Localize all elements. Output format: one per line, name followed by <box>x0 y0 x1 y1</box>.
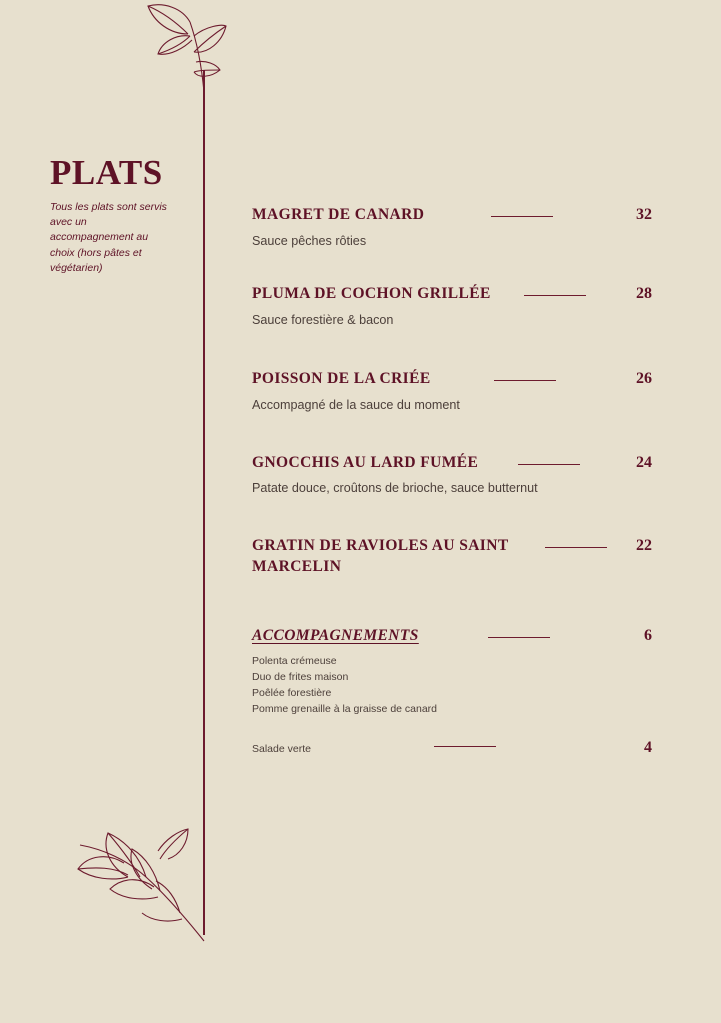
botanical-bottom-icon <box>62 805 222 945</box>
price-dash <box>524 295 586 296</box>
sides-section <box>252 626 652 719</box>
side-item: Poêlée forestière <box>252 687 332 700</box>
price-dash <box>494 380 556 381</box>
menu-item-price: 32 <box>635 206 652 223</box>
extra-side-name: Salade verte <box>252 743 311 756</box>
menu-item <box>252 369 652 414</box>
spacer <box>252 578 652 626</box>
page-title: PLATS <box>50 153 163 192</box>
menu-item-name: POISSON DE LA CRIÉE <box>252 370 431 388</box>
sides-list <box>252 654 652 718</box>
menu-item-head <box>252 536 652 578</box>
menu-item-name: GRATIN DE RAVIOLES AU SAINT MARCELIN <box>252 536 509 575</box>
price-dash <box>434 746 496 747</box>
menu-item-price: 24 <box>636 453 652 471</box>
spacer <box>252 498 652 536</box>
side-item: Duo de frites maison <box>252 671 349 684</box>
menu-item <box>252 536 652 578</box>
spacer <box>252 415 652 453</box>
menu-item-description: Sauce pêches rôties <box>252 233 367 248</box>
side-item: Polenta crémeuse <box>252 655 337 668</box>
menu-note: Tous les plats sont servis avec un accompagnement au choix (hors pâtes et végétarien) <box>50 201 167 274</box>
menu-item-name: MAGRET DE CANARD <box>252 206 425 223</box>
spacer <box>252 329 652 369</box>
menu-item <box>252 205 652 250</box>
menu-item-description: Accompagné de la sauce du moment <box>252 398 460 413</box>
spacer <box>252 718 652 738</box>
price-dash <box>491 216 553 217</box>
extra-side-price: 4 <box>644 739 652 757</box>
side-item: Pomme grenaille à la graisse de canard <box>252 703 438 716</box>
extra-side-row <box>252 738 652 759</box>
menu-heading-block <box>50 155 190 276</box>
menu-item-head <box>252 369 652 390</box>
botanical-top-icon <box>118 0 228 105</box>
sides-title: ACCOMPAGNEMENTS <box>252 626 419 644</box>
menu-item-head <box>252 453 652 474</box>
sides-price: 6 <box>644 626 652 644</box>
spacer <box>252 250 652 284</box>
menu-item-head <box>252 284 652 305</box>
menu-item-price: 28 <box>636 285 652 303</box>
menu-item-price: 26 <box>635 370 652 388</box>
menu-list <box>252 205 652 759</box>
menu-item <box>252 284 652 329</box>
menu-item-name: PLUMA DE COCHON GRILLÉE <box>252 285 491 303</box>
menu-item-price: 22 <box>636 536 652 554</box>
price-dash <box>488 637 550 638</box>
sides-head <box>252 626 652 647</box>
menu-item <box>252 453 652 498</box>
price-dash <box>545 547 607 548</box>
menu-item-head <box>252 205 652 226</box>
menu-item-description: Patate douce, croûtons de brioche, sauce butternut <box>252 481 538 496</box>
extra-side-head <box>252 738 652 759</box>
price-dash <box>518 464 580 465</box>
menu-item-name: GNOCCHIS AU LARD FUMÉE <box>252 453 479 471</box>
menu-item-description: Sauce forestière & bacon <box>252 313 394 328</box>
